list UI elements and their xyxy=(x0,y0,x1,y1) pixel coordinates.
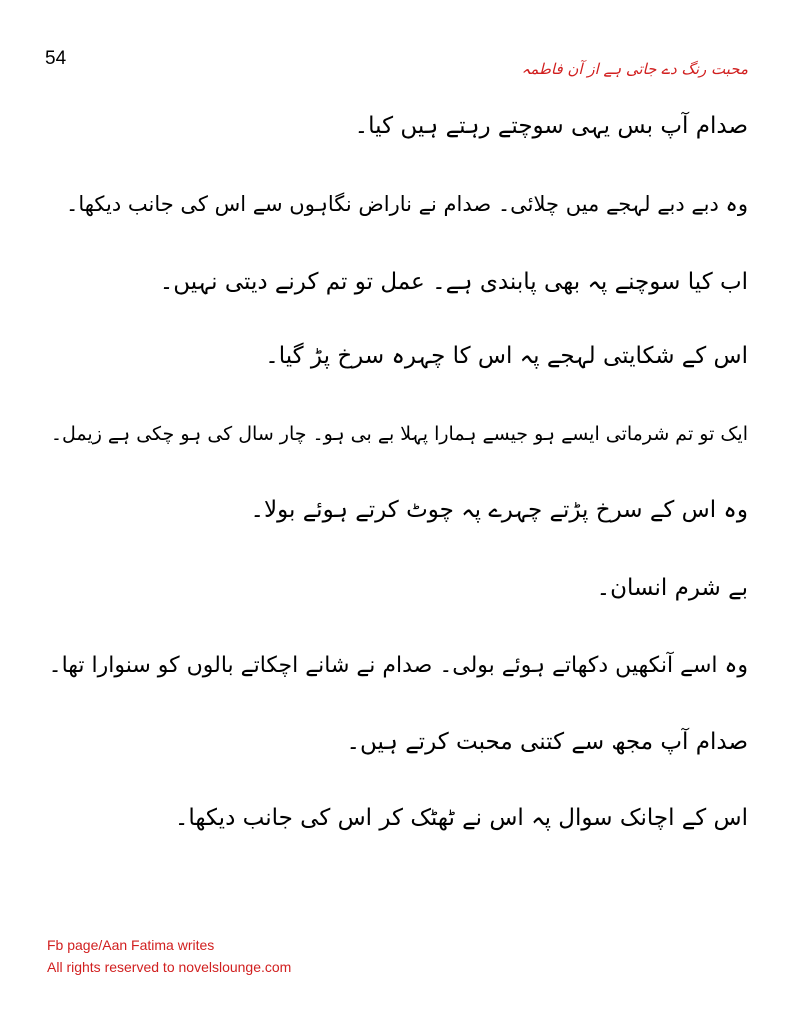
header-title: محبت رنگ دے جاتی ہے از آن فاطمہ xyxy=(521,60,748,78)
footer-fb-page: Fb page/Aan Fatima writes xyxy=(47,937,215,953)
body-text xyxy=(40,0,748,1024)
body-line: بے شرم انسان۔ xyxy=(596,575,748,601)
body-line: اس کے شکایتی لہجے پہ اس کا چہرہ سرخ پڑ گیا۔ xyxy=(265,343,748,369)
page-number: 54 xyxy=(45,48,67,69)
body-line: وہ اس کے سرخ پڑتے چہرے پہ چوٹ کرتے ہوئے بولا۔ xyxy=(250,497,748,523)
body-line: صدام آپ بس یہی سوچتے رہتے ہیں کیا۔ xyxy=(354,113,748,139)
body-line: اس کے اچانک سوال پہ اس نے ٹھٹک کر اس کی جانب دیکھا۔ xyxy=(174,805,748,831)
body-line: اب کیا سوچنے پہ بھی پابندی ہے۔ عمل تو تم کرنے دیتی نہیں۔ xyxy=(159,269,748,295)
footer-credits xyxy=(47,934,291,978)
body-line: وہ دبے دبے لہجے میں چلائی۔ صدام نے ناراض نگاہوں سے اس کی جانب دیکھا۔ xyxy=(66,192,748,216)
body-line: صدام آپ مجھ سے کتنی محبت کرتے ہیں۔ xyxy=(346,729,748,755)
body-line: ایک تو تم شرماتی ایسے ہو جیسے ہمارا پہلا بے بی ہو۔ چار سال کی ہو چکی ہے زیمل۔ xyxy=(50,423,748,445)
footer-rights: All rights reserved to novelslounge.com xyxy=(47,959,292,975)
body-line: وہ اسے آنکھیں دکھاتے ہوئے بولی۔ صدام نے شانے اچکاتے بالوں کو سنوارا تھا۔ xyxy=(48,653,748,678)
